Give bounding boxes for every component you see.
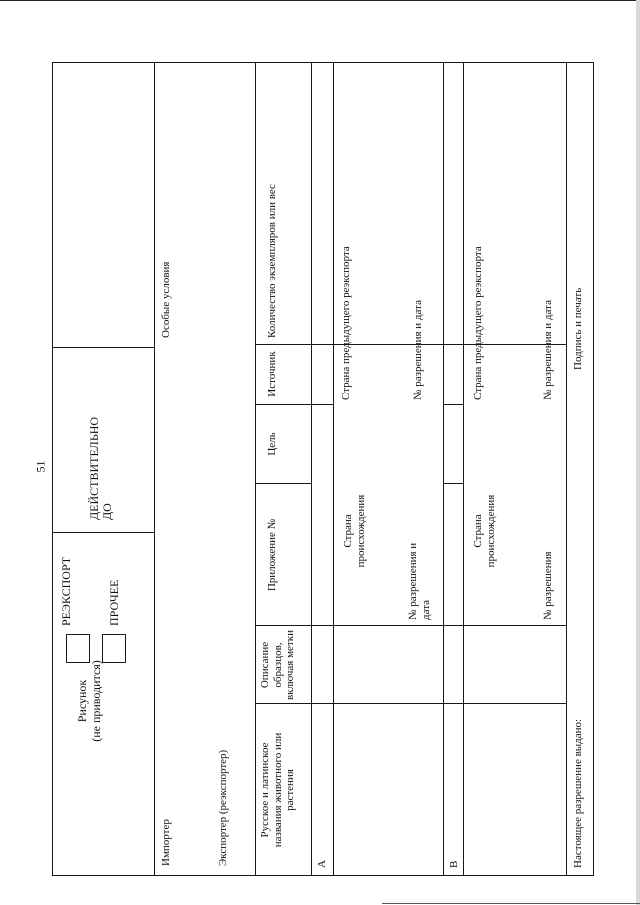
rule-header bbox=[154, 62, 155, 876]
row-b-marker: B bbox=[448, 860, 460, 868]
rule-top bbox=[52, 62, 53, 876]
permit-form-table bbox=[52, 62, 594, 876]
rule-header-split bbox=[52, 532, 154, 533]
rule-left bbox=[52, 875, 594, 876]
rule-col-purpose bbox=[255, 483, 311, 484]
rule-col-purpose-a bbox=[443, 483, 463, 484]
rule-columns bbox=[255, 62, 256, 876]
rule-row-b bbox=[443, 62, 444, 876]
scan-top-border bbox=[0, 0, 640, 1]
col-purpose: Цель bbox=[266, 432, 278, 456]
special-conditions-label: Особые условия bbox=[160, 261, 172, 338]
rule-footer bbox=[566, 62, 567, 876]
row-b-country-origin: Страна происхождения bbox=[472, 494, 497, 568]
row-b-permit-no-date-2: № разрешения и дата bbox=[542, 300, 554, 400]
rule-col-source-b bbox=[443, 404, 463, 405]
reexport-label: РЕЭКСПОРТ bbox=[59, 556, 73, 626]
row-a-permit-no-date: № разрешения и дата bbox=[407, 542, 432, 620]
col-names: Русское и латинское названия животного или растения bbox=[259, 732, 297, 848]
exporter-label: Экспортер (реэкспортер) bbox=[217, 749, 229, 866]
row-a-country-prev-reexport: Страна предыдущего реэкспорта bbox=[340, 246, 352, 400]
row-a-permit-no-date-2: № разрешения и дата bbox=[412, 300, 424, 400]
rule-row-a-mid bbox=[333, 62, 334, 876]
page-number: 51 bbox=[33, 460, 48, 473]
rule-col-description bbox=[255, 703, 566, 704]
rule-bottom bbox=[593, 62, 594, 876]
scan-right-edge bbox=[636, 0, 640, 905]
rule-col-appendix bbox=[255, 625, 566, 626]
reexport-checkbox[interactable] bbox=[66, 634, 90, 663]
col-description: Описание образцов, включая метки bbox=[259, 630, 297, 700]
issued-to-label: Настоящее разрешение выдано: bbox=[572, 718, 584, 868]
rule-col-quantity bbox=[255, 344, 311, 345]
rule-validity-split bbox=[52, 347, 154, 348]
row-b-country-prev-reexport: Страна предыдущего реэкспорта bbox=[472, 246, 484, 400]
signature-label: Подпись и печать bbox=[572, 287, 584, 370]
other-label: ПРОЧЕЕ bbox=[107, 579, 121, 626]
col-appendix: Приложение № bbox=[266, 518, 278, 592]
row-b-permit-no: № разрешения bbox=[542, 551, 554, 620]
col-source: Источник bbox=[266, 351, 278, 397]
importer-label: Импортер bbox=[160, 819, 172, 866]
rule-row-b-mid bbox=[463, 62, 464, 876]
row-a-marker: A bbox=[316, 860, 328, 868]
scan-bottom-border bbox=[382, 903, 640, 904]
figure-label: Рисунок (не приводится) bbox=[75, 660, 103, 742]
rule-col-source bbox=[255, 404, 311, 405]
rule-row-a bbox=[311, 62, 312, 876]
col-quantity: Количество экземпляров или вес bbox=[266, 184, 278, 338]
other-checkbox[interactable] bbox=[102, 634, 126, 663]
rule-col-source-a bbox=[311, 404, 333, 405]
valid-until-label: ДЕЙСТВИТЕЛЬНО ДО bbox=[87, 416, 115, 520]
row-a-country-origin: Страна происхождения bbox=[342, 494, 367, 568]
rule-right bbox=[52, 62, 594, 63]
